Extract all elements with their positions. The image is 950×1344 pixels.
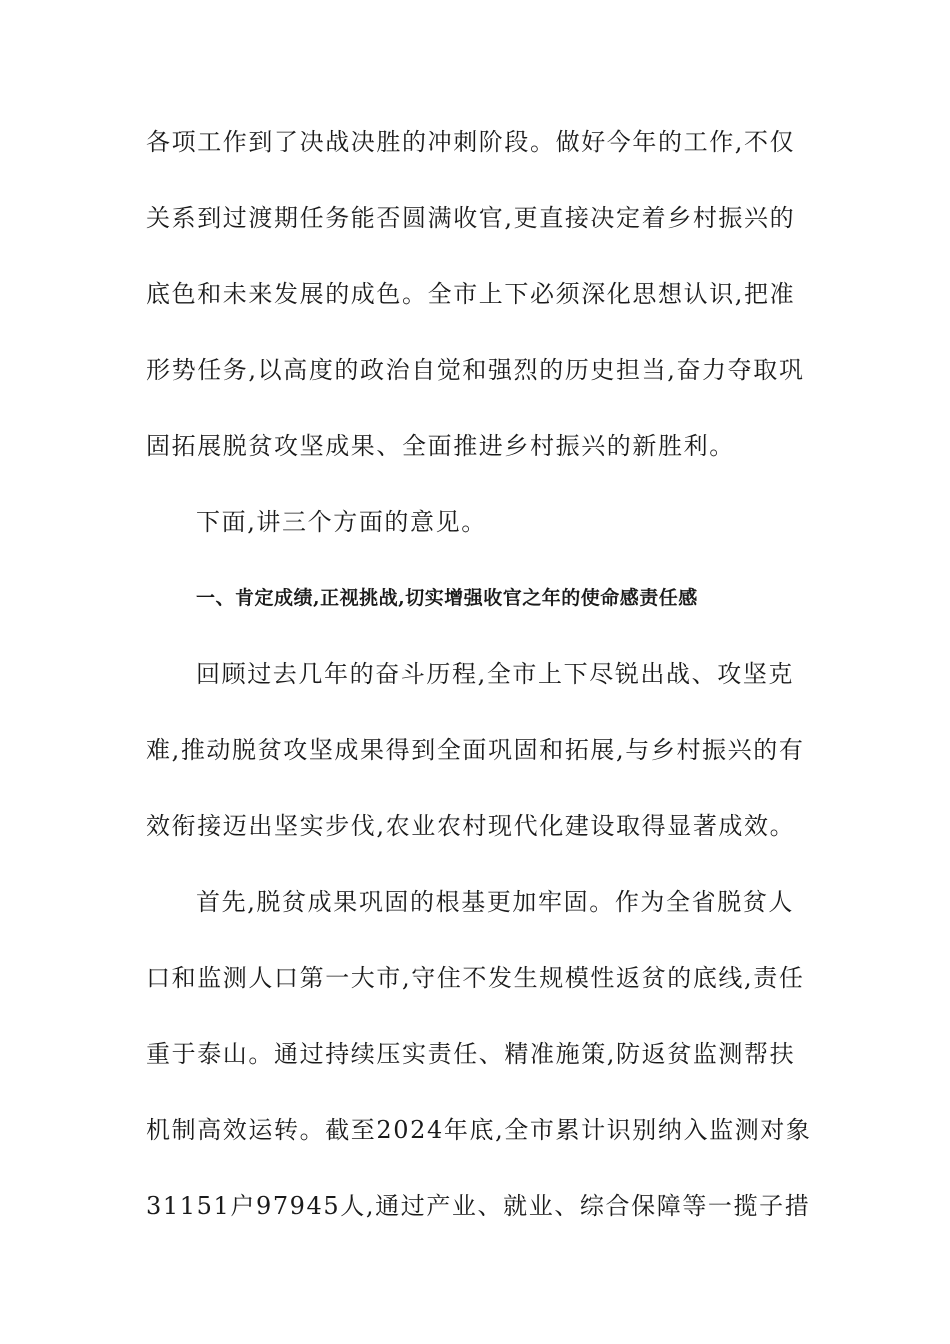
paragraph-line: 重于泰山。通过持续压实责任、精准施策,防返贫监测帮扶 — [146, 1040, 796, 1068]
paragraph-line: 难,推动脱贫攻坚成果得到全面巩固和拓展,与乡村振兴的有 — [146, 736, 805, 764]
paragraph-line: 下面,讲三个方面的意见。 — [196, 508, 487, 536]
paragraph-line: 回顾过去几年的奋斗历程,全市上下尽锐出战、攻坚克 — [196, 660, 795, 688]
paragraph-line: 31151户97945人,通过产业、就业、综合保障等一揽子措 — [146, 1192, 811, 1220]
section-heading: 一、肯定成绩,正视挑战,切实增强收官之年的使命感责任感 — [196, 587, 698, 609]
paragraph-line: 各项工作到了决战决胜的冲刺阶段。做好今年的工作,不仅 — [146, 128, 796, 156]
paragraph-line: 形势任务,以高度的政治自觉和强烈的历史担当,奋力夺取巩 — [146, 356, 805, 384]
paragraph-line: 口和监测人口第一大市,守住不发生规模性返贫的底线,责任 — [146, 964, 805, 992]
paragraph-line: 关系到过渡期任务能否圆满收官,更直接决定着乡村振兴的 — [146, 204, 796, 232]
paragraph-line: 效衔接迈出坚实步伐,农业农村现代化建设取得显著成效。 — [146, 812, 796, 840]
paragraph-line: 底色和未来发展的成色。全市上下必须深化思想认识,把准 — [146, 280, 796, 308]
paragraph-line: 机制高效运转。截至2024年底,全市累计识别纳入监测对象 — [146, 1116, 812, 1144]
paragraph-line: 固拓展脱贫攻坚成果、全面推进乡村振兴的新胜利。 — [146, 432, 735, 460]
paragraph-line: 首先,脱贫成果巩固的根基更加牢固。作为全省脱贫人 — [196, 888, 795, 916]
